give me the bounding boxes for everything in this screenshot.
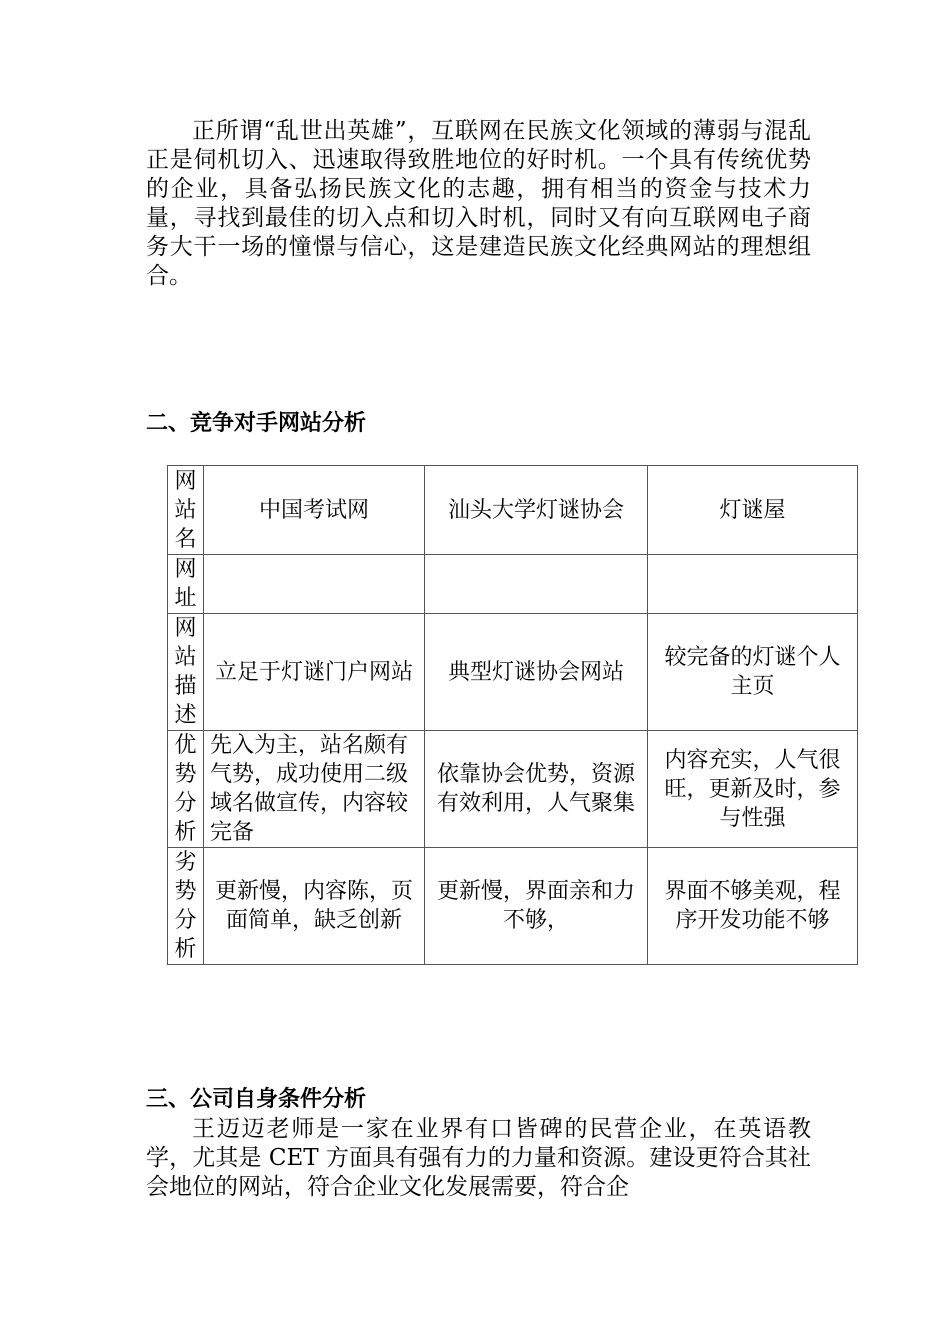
row-label-description: 网站描述 (168, 614, 204, 731)
table-cell (648, 555, 858, 614)
table-cell: 中国考试网 (204, 466, 425, 555)
row-label-weaknesses: 劣势分析 (168, 848, 204, 965)
row-label-site-name: 网站名 (168, 466, 204, 555)
company-paragraph: 王迈迈老师是一家在业界有口皆碑的民营企业，在英语教学，尤其是 CET 方面具有强有力的力量和资源。建设更符合其社会地位的网站，符合企业文化发展需要，符合企 (146, 1116, 811, 1200)
table-cell: 灯谜屋 (648, 466, 858, 555)
section-heading-company: 三、公司自身条件分析 (146, 1087, 367, 1112)
table-cell: 界面不够美观，程序开发功能不够 (648, 848, 858, 965)
table-cell: 内容充实，人气很旺，更新及时，参与性强 (648, 731, 858, 848)
table-cell: 典型灯谜协会网站 (425, 614, 648, 731)
row-label-url: 网址 (168, 555, 204, 614)
table-cell: 更新慢，界面亲和力不够， (425, 848, 648, 965)
table-cell (204, 555, 425, 614)
table-cell: 先入为主，站名颇有气势，成功使用二级域名做宣传，内容较完备 (204, 731, 425, 848)
table-cell: 依靠协会优势，资源有效利用，人气聚集 (425, 731, 648, 848)
section-heading-competitors: 二、竞争对手网站分析 (146, 411, 367, 436)
table-cell: 立足于灯谜门户网站 (204, 614, 425, 731)
table-cell (425, 555, 648, 614)
table-row (168, 731, 858, 848)
table-row (168, 466, 858, 555)
table-row (168, 555, 858, 614)
table-cell: 汕头大学灯谜协会 (425, 466, 648, 555)
row-label-strengths: 优势分析 (168, 731, 204, 848)
table-cell: 较完备的灯谜个人主页 (648, 614, 858, 731)
table-cell: 更新慢，内容陈，页面简单，缺乏创新 (204, 848, 425, 965)
table-row (168, 848, 858, 965)
competitor-table (167, 465, 858, 965)
intro-paragraph: 正所谓“乱世出英雄”，互联网在民族文化领域的薄弱与混乱正是伺机切入、迅速取得致胜地位的好时机。一个具有传统优势的企业，具备弘扬民族文化的志趣，拥有相当的资金与技术力量，寻找到最佳的切入点和切入时机，同时又有向互联网电子商务大干一场的憧憬与信心，这是建造民族文化经典网站的理想组合。 (146, 118, 811, 289)
table-row (168, 614, 858, 731)
